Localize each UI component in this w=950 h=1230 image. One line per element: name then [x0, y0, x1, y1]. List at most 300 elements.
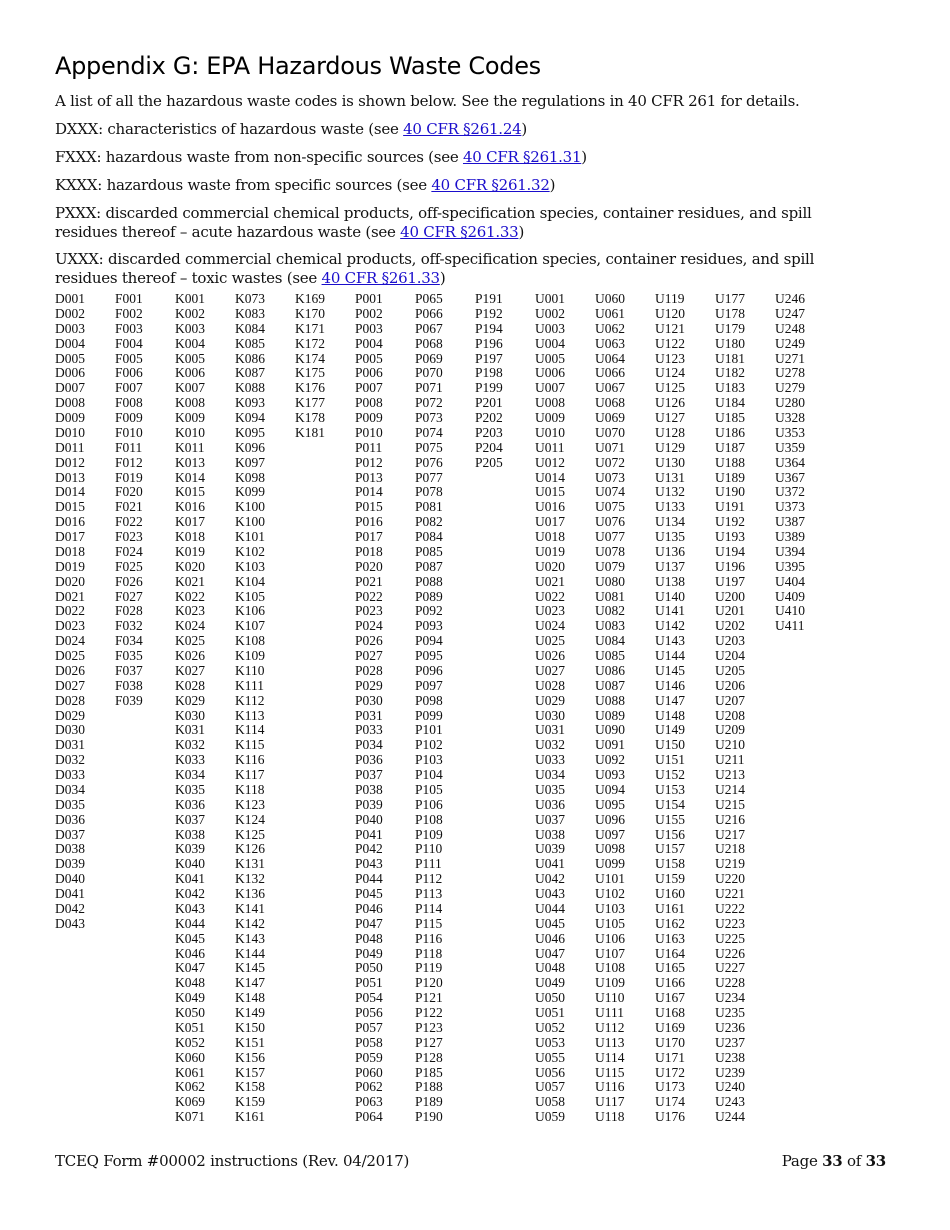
waste-code: F038 — [115, 677, 143, 693]
waste-code: P029 — [355, 677, 383, 693]
waste-code: U225 — [715, 930, 745, 946]
waste-code: D025 — [55, 648, 85, 663]
waste-code: D030 — [55, 722, 85, 738]
waste-code: F009 — [115, 410, 143, 425]
waste-code: K021 — [175, 573, 205, 589]
waste-code: D012 — [55, 454, 85, 470]
waste-code: P010 — [355, 424, 383, 440]
waste-code: P027 — [355, 648, 383, 663]
waste-code: D031 — [55, 737, 85, 753]
waste-code: P188 — [415, 1079, 443, 1095]
waste-code: U053 — [535, 1034, 565, 1050]
waste-code: U101 — [595, 871, 625, 887]
waste-code: D004 — [55, 335, 85, 351]
waste-code: U018 — [535, 529, 565, 544]
waste-code: P081 — [415, 499, 443, 515]
waste-code: U058 — [535, 1094, 565, 1110]
cfr-link-261-33[interactable]: 40 CFR §261.33 — [400, 223, 519, 241]
code-column — [115, 292, 175, 709]
waste-code: U027 — [535, 662, 565, 678]
waste-code: U112 — [595, 1019, 625, 1035]
waste-code: K093 — [235, 395, 265, 411]
waste-code: P197 — [475, 350, 503, 366]
waste-code: P046 — [355, 900, 383, 916]
waste-code: U238 — [715, 1049, 745, 1065]
waste-code: U180 — [715, 335, 745, 351]
waste-code: K161 — [235, 1109, 265, 1125]
waste-code: U144 — [655, 648, 685, 663]
waste-code: U049 — [535, 975, 565, 991]
waste-code: K026 — [175, 648, 205, 663]
waste-code: U059 — [535, 1109, 565, 1125]
waste-code: P048 — [355, 930, 383, 946]
waste-code: P013 — [355, 469, 383, 485]
waste-code: D021 — [55, 588, 85, 604]
waste-code: U280 — [775, 395, 805, 411]
waste-code: U185 — [715, 410, 745, 425]
waste-code: U211 — [715, 752, 745, 768]
waste-code: K174 — [295, 350, 325, 366]
waste-code: U152 — [655, 767, 685, 782]
waste-code: P009 — [355, 410, 383, 425]
waste-code: K099 — [235, 484, 265, 500]
waste-code: P014 — [355, 484, 383, 500]
waste-code: D014 — [55, 484, 85, 500]
waste-code: U014 — [535, 469, 565, 485]
waste-code: P084 — [415, 529, 443, 544]
cfr-link-261-24[interactable]: 40 CFR §261.24 — [403, 120, 522, 138]
waste-code: D007 — [55, 380, 85, 396]
waste-code: P057 — [355, 1019, 383, 1035]
code-column — [295, 292, 355, 441]
waste-code: P043 — [355, 856, 383, 872]
waste-code: U174 — [655, 1094, 685, 1110]
waste-code: U217 — [715, 826, 745, 842]
waste-code: U072 — [595, 454, 625, 470]
waste-code: U186 — [715, 424, 745, 440]
waste-code: U067 — [595, 380, 625, 396]
waste-code: U003 — [535, 320, 565, 336]
waste-code: U039 — [535, 841, 565, 857]
waste-code: U103 — [595, 900, 625, 916]
waste-code: D001 — [55, 291, 85, 306]
waste-code: P205 — [475, 454, 503, 470]
waste-code: D038 — [55, 841, 85, 857]
waste-code: K149 — [235, 1005, 265, 1020]
waste-code: U028 — [535, 677, 565, 693]
waste-code: P026 — [355, 633, 383, 649]
waste-code: U119 — [655, 291, 685, 306]
waste-code: U023 — [535, 603, 565, 619]
waste-code: U192 — [715, 514, 745, 530]
waste-code: P039 — [355, 796, 383, 812]
intro-text: A list of all the hazardous waste codes is shown below. See the regulations in 40 CFR 261 for details. — [55, 92, 800, 110]
waste-code: U243 — [715, 1094, 745, 1110]
waste-code: F023 — [115, 529, 143, 544]
code-column — [475, 292, 535, 471]
waste-code: P022 — [355, 588, 383, 604]
waste-code: P023 — [355, 603, 383, 619]
waste-code: D039 — [55, 856, 85, 872]
waste-code: K103 — [235, 558, 265, 574]
waste-code: U235 — [715, 1005, 745, 1020]
waste-code: P204 — [475, 439, 503, 455]
waste-code: D006 — [55, 365, 85, 381]
waste-code: U036 — [535, 796, 565, 812]
waste-code: U389 — [775, 529, 805, 544]
waste-code: U395 — [775, 558, 805, 574]
waste-code: U125 — [655, 380, 685, 396]
waste-code: U115 — [595, 1064, 625, 1080]
waste-code: K117 — [235, 767, 265, 782]
waste-code: U161 — [655, 900, 685, 916]
waste-code: U172 — [655, 1064, 685, 1080]
footer-page-number: Page 33 of 33 — [781, 1152, 886, 1170]
waste-code: U203 — [715, 633, 745, 649]
waste-code: U218 — [715, 841, 745, 857]
waste-code: P063 — [355, 1094, 383, 1110]
waste-code: F024 — [115, 543, 143, 559]
waste-code: D022 — [55, 603, 85, 619]
waste-code: P050 — [355, 960, 383, 976]
waste-code: K052 — [175, 1034, 205, 1050]
waste-code: K098 — [235, 469, 265, 485]
waste-code: K083 — [235, 305, 265, 321]
waste-code: P194 — [475, 320, 503, 336]
waste-code: K144 — [235, 945, 265, 961]
waste-code: K110 — [235, 662, 265, 678]
waste-code: D028 — [55, 692, 85, 708]
waste-code: P109 — [415, 826, 443, 842]
waste-code: U226 — [715, 945, 745, 961]
waste-code: F026 — [115, 573, 143, 589]
waste-code: U084 — [595, 633, 625, 649]
waste-code: U127 — [655, 410, 685, 425]
waste-code: U091 — [595, 737, 625, 753]
waste-code: K175 — [295, 365, 325, 381]
waste-code: P001 — [355, 291, 383, 306]
waste-code: K060 — [175, 1049, 205, 1065]
waste-code: U029 — [535, 692, 565, 708]
waste-code: U032 — [535, 737, 565, 753]
waste-code: P127 — [415, 1034, 443, 1050]
waste-code: K051 — [175, 1019, 205, 1035]
waste-code: U019 — [535, 543, 565, 559]
waste-code: P041 — [355, 826, 383, 842]
waste-code: U168 — [655, 1005, 685, 1020]
waste-code: U278 — [775, 365, 805, 381]
waste-code: U373 — [775, 499, 805, 515]
waste-code: P077 — [415, 469, 443, 485]
waste-code: U035 — [535, 781, 565, 797]
waste-code: U007 — [535, 380, 565, 396]
waste-code: U044 — [535, 900, 565, 916]
waste-code: U114 — [595, 1049, 625, 1065]
waste-code: P115 — [415, 915, 443, 931]
waste-code: F003 — [115, 320, 143, 336]
waste-code: K009 — [175, 410, 205, 425]
waste-code: U165 — [655, 960, 685, 976]
waste-code: U201 — [715, 603, 745, 619]
waste-code: K116 — [235, 752, 265, 768]
waste-code: K014 — [175, 469, 205, 485]
waste-code: K018 — [175, 529, 205, 544]
waste-code: U024 — [535, 618, 565, 634]
waste-code: P020 — [355, 558, 383, 574]
waste-code: P070 — [415, 365, 443, 381]
waste-code: U075 — [595, 499, 625, 515]
waste-code: K150 — [235, 1019, 265, 1035]
waste-code: U228 — [715, 975, 745, 991]
waste-code: P078 — [415, 484, 443, 500]
waste-code: K025 — [175, 633, 205, 649]
waste-code: U411 — [775, 618, 805, 634]
waste-code: P095 — [415, 648, 443, 663]
code-column — [775, 292, 835, 634]
waste-code: K107 — [235, 618, 265, 634]
waste-code: U177 — [715, 291, 745, 306]
waste-code: F019 — [115, 469, 143, 485]
waste-code: K006 — [175, 365, 205, 381]
waste-code: U093 — [595, 767, 625, 782]
waste-code: K030 — [175, 707, 205, 723]
waste-code: U012 — [535, 454, 565, 470]
waste-code: U108 — [595, 960, 625, 976]
waste-code: U105 — [595, 915, 625, 931]
waste-code: F001 — [115, 291, 143, 306]
waste-code: U249 — [775, 335, 805, 351]
waste-code: U070 — [595, 424, 625, 440]
waste-code: P064 — [355, 1109, 383, 1125]
waste-code: U364 — [775, 454, 805, 470]
waste-code: U149 — [655, 722, 685, 738]
waste-code: D032 — [55, 752, 85, 768]
waste-code: U176 — [655, 1109, 685, 1125]
waste-code: U110 — [595, 990, 625, 1006]
waste-code: K086 — [235, 350, 265, 366]
waste-code: U157 — [655, 841, 685, 857]
waste-code: U234 — [715, 990, 745, 1006]
waste-code: U183 — [715, 380, 745, 396]
waste-code: U122 — [655, 335, 685, 351]
waste-code: U387 — [775, 514, 805, 530]
waste-code: U135 — [655, 529, 685, 544]
waste-code: K039 — [175, 841, 205, 857]
waste-code: D011 — [55, 439, 85, 455]
waste-code: K142 — [235, 915, 265, 931]
waste-code: U240 — [715, 1079, 745, 1095]
waste-code: U068 — [595, 395, 625, 411]
waste-code: U005 — [535, 350, 565, 366]
waste-code: P058 — [355, 1034, 383, 1050]
waste-code: D002 — [55, 305, 85, 321]
waste-code: P065 — [415, 291, 443, 306]
waste-code: U223 — [715, 915, 745, 931]
waste-code: U064 — [595, 350, 625, 366]
waste-code: P034 — [355, 737, 383, 753]
waste-code: U121 — [655, 320, 685, 336]
waste-code: P044 — [355, 871, 383, 887]
waste-code: U171 — [655, 1049, 685, 1065]
waste-code: K024 — [175, 618, 205, 634]
waste-code: K085 — [235, 335, 265, 351]
waste-code: K061 — [175, 1064, 205, 1080]
waste-code: P119 — [415, 960, 443, 976]
waste-code: K170 — [295, 305, 325, 321]
waste-code: U001 — [535, 291, 565, 306]
waste-code: P066 — [415, 305, 443, 321]
waste-code: K118 — [235, 781, 265, 797]
waste-code: D013 — [55, 469, 85, 485]
waste-code: D041 — [55, 886, 85, 901]
waste-code: K159 — [235, 1094, 265, 1110]
waste-code: U080 — [595, 573, 625, 589]
waste-code: P190 — [415, 1109, 443, 1125]
waste-code: K027 — [175, 662, 205, 678]
page-title: Appendix G: EPA Hazardous Waste Codes — [55, 52, 541, 80]
waste-code: K016 — [175, 499, 205, 515]
waste-code: U073 — [595, 469, 625, 485]
waste-code: U246 — [775, 291, 805, 306]
waste-code: P006 — [355, 365, 383, 381]
waste-code: K151 — [235, 1034, 265, 1050]
waste-code: K172 — [295, 335, 325, 351]
waste-code: U011 — [535, 439, 565, 455]
waste-code: P103 — [415, 752, 443, 768]
waste-code: U109 — [595, 975, 625, 991]
definition-f: FXXX: hazardous waste from non-specific sources (see 40 CFR §261.31) — [55, 148, 587, 166]
waste-code: P199 — [475, 380, 503, 396]
waste-code: K106 — [235, 603, 265, 619]
waste-code: K013 — [175, 454, 205, 470]
code-column — [235, 292, 295, 1125]
waste-code: P123 — [415, 1019, 443, 1035]
waste-code: U113 — [595, 1034, 625, 1050]
waste-code: U136 — [655, 543, 685, 559]
waste-code: K114 — [235, 722, 265, 738]
waste-code: P068 — [415, 335, 443, 351]
waste-code: P102 — [415, 737, 443, 753]
waste-code: K178 — [295, 410, 325, 425]
waste-code: K181 — [295, 424, 325, 440]
waste-code: K002 — [175, 305, 205, 321]
waste-code: U082 — [595, 603, 625, 619]
waste-code: K158 — [235, 1079, 265, 1095]
waste-code: P203 — [475, 424, 503, 440]
waste-code: D042 — [55, 900, 85, 916]
waste-code: P033 — [355, 722, 383, 738]
waste-code: F022 — [115, 514, 143, 530]
waste-code: U196 — [715, 558, 745, 574]
waste-code: K126 — [235, 841, 265, 857]
waste-code: D033 — [55, 767, 85, 782]
waste-code: U009 — [535, 410, 565, 425]
waste-code: K073 — [235, 291, 265, 306]
waste-code: K034 — [175, 767, 205, 782]
waste-code: K038 — [175, 826, 205, 842]
waste-code: U010 — [535, 424, 565, 440]
cfr-link-261-32[interactable]: 40 CFR §261.32 — [431, 176, 550, 194]
waste-code: D037 — [55, 826, 85, 842]
waste-code: U150 — [655, 737, 685, 753]
waste-code: K036 — [175, 796, 205, 812]
waste-code: U194 — [715, 543, 745, 559]
waste-code: P121 — [415, 990, 443, 1006]
waste-code: K040 — [175, 856, 205, 872]
waste-code: K111 — [235, 677, 264, 693]
waste-code: D008 — [55, 395, 85, 411]
waste-code: U050 — [535, 990, 565, 1006]
waste-code: U057 — [535, 1079, 565, 1095]
waste-code: P096 — [415, 662, 443, 678]
waste-code: P062 — [355, 1079, 383, 1095]
waste-code: P074 — [415, 424, 443, 440]
waste-code: K143 — [235, 930, 265, 946]
waste-code: K125 — [235, 826, 265, 842]
waste-code: F025 — [115, 558, 143, 574]
waste-code: K007 — [175, 380, 205, 396]
waste-code: K097 — [235, 454, 265, 470]
waste-code: K069 — [175, 1094, 205, 1110]
waste-code: K100 — [235, 499, 265, 515]
waste-code: D003 — [55, 320, 85, 336]
waste-code: K157 — [235, 1064, 265, 1080]
cfr-link-261-33[interactable]: 40 CFR §261.33 — [321, 269, 440, 287]
waste-code: K177 — [295, 395, 325, 411]
waste-code: U214 — [715, 781, 745, 797]
waste-code: P112 — [415, 871, 443, 887]
waste-code: K028 — [175, 677, 205, 693]
waste-code: K169 — [295, 291, 325, 306]
waste-code: U220 — [715, 871, 745, 887]
waste-code: K124 — [235, 811, 265, 827]
waste-code: P069 — [415, 350, 443, 366]
cfr-link-261-31[interactable]: 40 CFR §261.31 — [462, 148, 582, 166]
waste-code: K096 — [235, 439, 265, 455]
waste-code: K046 — [175, 945, 205, 961]
waste-code: P110 — [415, 841, 443, 857]
waste-code: F005 — [115, 350, 143, 366]
waste-code: P111 — [415, 856, 442, 872]
waste-code: P056 — [355, 1005, 383, 1020]
waste-code: K004 — [175, 335, 205, 351]
waste-code: P192 — [475, 305, 503, 321]
waste-code: K131 — [235, 856, 265, 872]
waste-code: P089 — [415, 588, 443, 604]
waste-code: K105 — [235, 588, 265, 604]
waste-code: K043 — [175, 900, 205, 916]
waste-code: U147 — [655, 692, 685, 708]
waste-code: F028 — [115, 603, 143, 619]
waste-code: U153 — [655, 781, 685, 797]
waste-code: P054 — [355, 990, 383, 1006]
waste-code: K094 — [235, 410, 265, 425]
waste-code: K132 — [235, 871, 265, 887]
waste-code: P202 — [475, 410, 503, 425]
waste-code: U219 — [715, 856, 745, 872]
waste-code: P024 — [355, 618, 383, 634]
waste-code: P114 — [415, 900, 443, 916]
waste-code: U148 — [655, 707, 685, 723]
waste-code: P092 — [415, 603, 443, 619]
waste-code: F020 — [115, 484, 143, 500]
code-column — [415, 292, 475, 1125]
waste-code: U167 — [655, 990, 685, 1006]
waste-code: U008 — [535, 395, 565, 411]
waste-code: F010 — [115, 424, 143, 440]
waste-code: P101 — [415, 722, 443, 738]
waste-code: D017 — [55, 529, 85, 544]
